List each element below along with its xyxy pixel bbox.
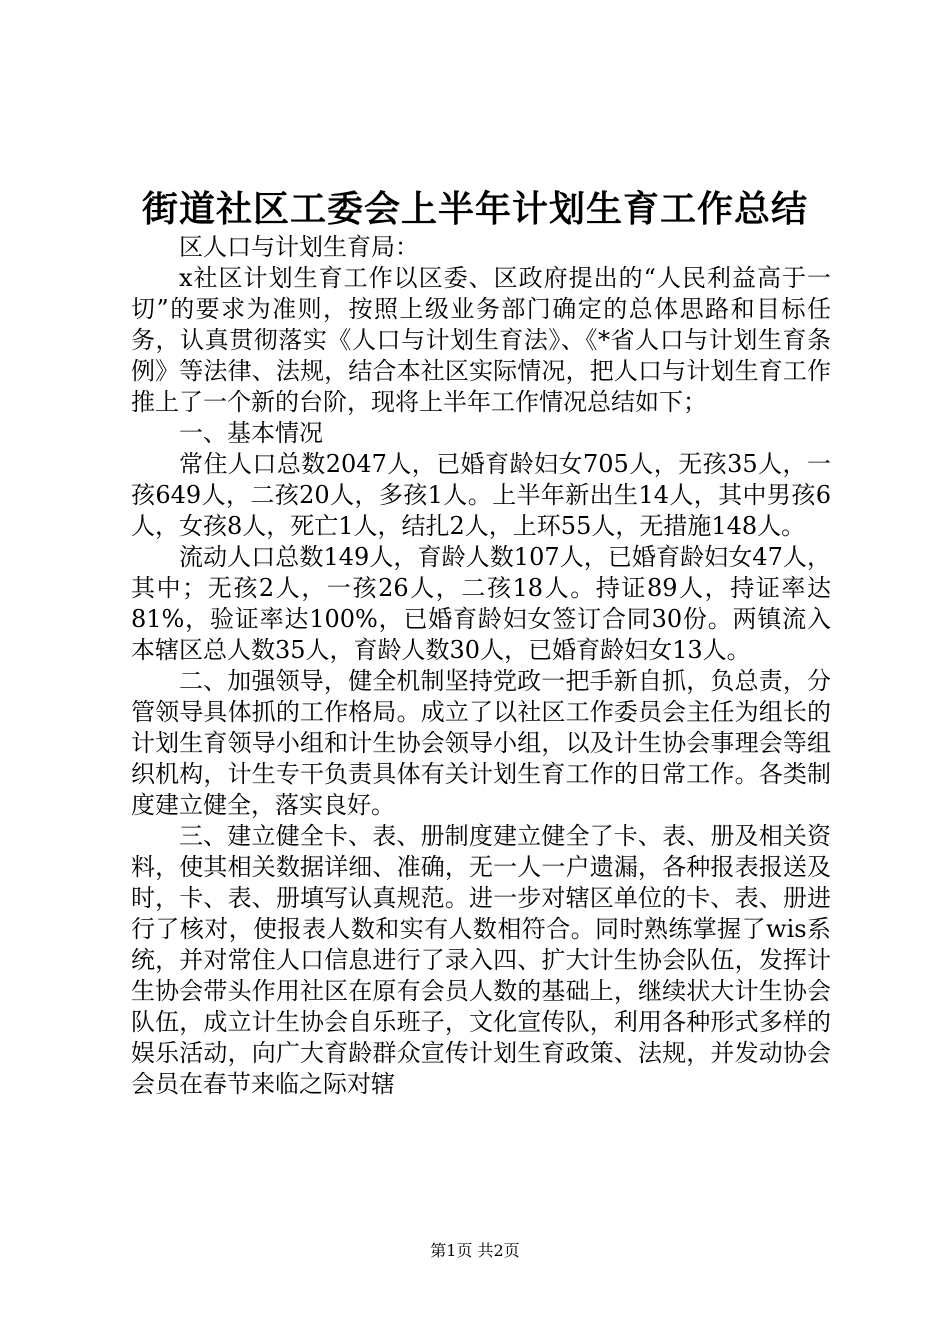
document-title: 街道社区工委会上半年计划生育工作总结 — [141, 188, 808, 230]
document-body — [131, 232, 831, 1100]
intro-paragraph: x社区计划生育工作以区委、区政府提出的“人民利益高于一切”的要求为准则，按照上级业务部门确定的总体思路和目标任务，认真贯彻落实《人口与计划生育法》、《*省人口与计划生育条例》等法律、法规，结合本社区实际情况，把人口与计划生育工作推上了一个新的台阶，现将上半年工作情况总结如下； — [131, 264, 831, 416]
page-footer: 第1页 共2页 — [430, 1241, 520, 1260]
resident-population-paragraph: 常住人口总数2047人，已婚育龄妇女705人，无孩35人，一孩649人，二孩20人，多孩1人。上半年新出生14人，其中男孩6人，女孩8人，死亡1人，结扎2人，上环55人，无措施148人。 — [131, 450, 831, 540]
records-paragraph: 三、建立健全卡、表、册制度建立健全了卡、表、册及相关资料，使其相关数据详细、准确，无一人一户遗漏，各种报表报送及时，卡、表、册填写认真规范。进一步对辖区单位的卡、表、册进行了核对，使报表人数和实有人数相符合。同时熟练掌握了wis系统，并对常住人口信息进行了录入四、扩大计生协会队伍，发挥计生协会带头作用社区在原有会员人数的基础上，继续状大计生协会队伍，成立计生协会自乐班子，文化宣传队，利用各种形式多样的娱乐活动，向广大育龄群众宣传计划生育政策、法规，并发动协会会员在春节来临之际对辖 — [131, 822, 831, 1098]
floating-population-paragraph: 流动人口总数149人，育龄人数107人，已婚育龄妇女47人，其中；无孩2人，一孩26人，二孩18人。持证89人，持证率达81%，验证率达100%，已婚育龄妇女签订合同30份。两镇流入本辖区总人数35人，育龄人数30人，已婚育龄妇女13人。 — [131, 543, 831, 664]
section-heading-basic: 一、基本情况 — [179, 419, 323, 447]
leadership-paragraph: 二、加强领导，健全机制坚持党政一把手新自抓，负总责，分管领导具体抓的工作格局。成立了以社区工作委员会主任为组长的计划生育领导小组和计生协会领导小组，以及计生协会事理会等组织机构，计生专干负责具体有关计划生育工作的日常工作。各类制度建立健全，落实良好。 — [131, 667, 831, 819]
salutation: 区人口与计划生育局： — [179, 233, 419, 261]
